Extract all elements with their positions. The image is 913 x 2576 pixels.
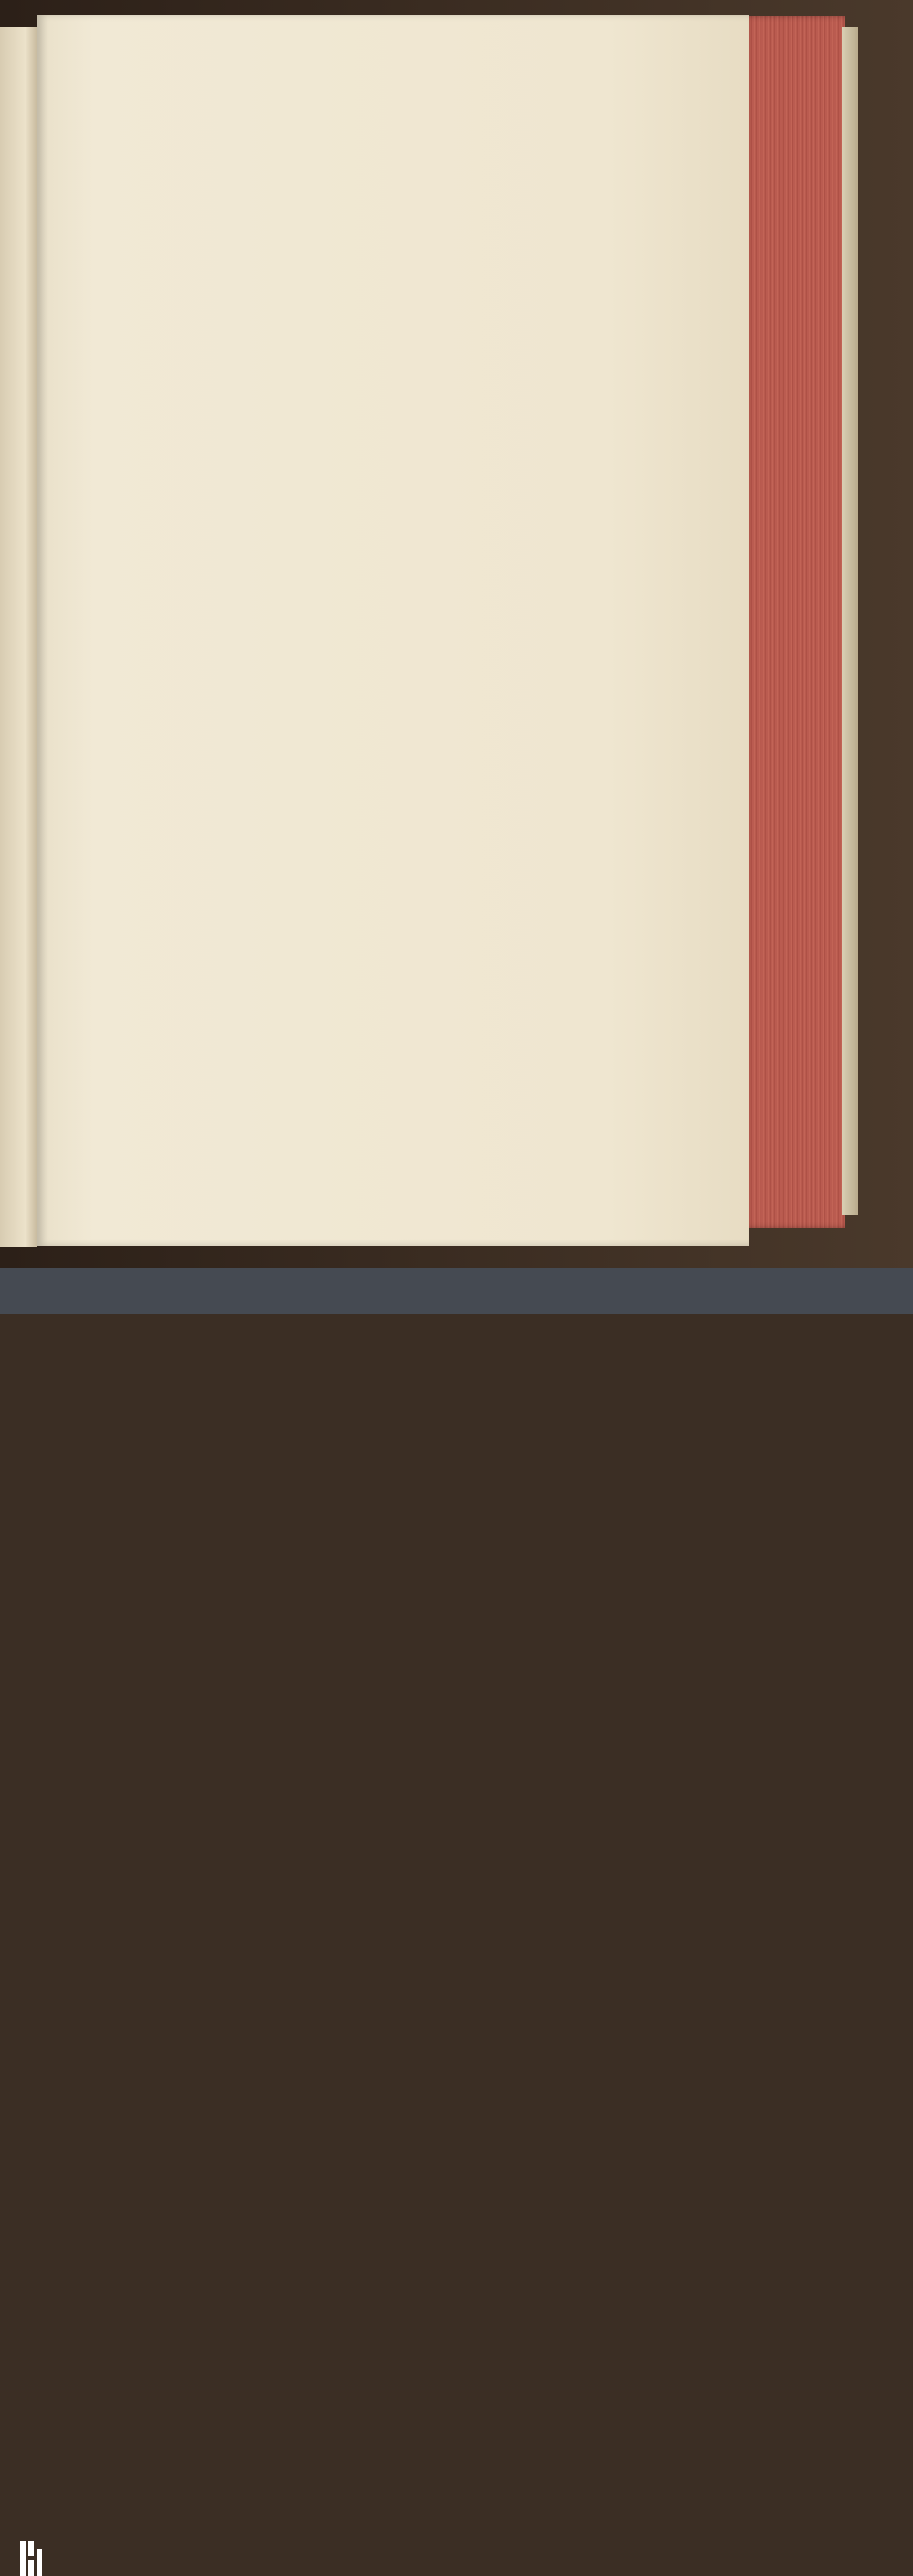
library-footer (0, 1268, 913, 1314)
book-scan (0, 0, 913, 1268)
library-logo-icon (20, 2541, 42, 2576)
book-cover-edge (842, 27, 858, 1215)
book-page-edges (744, 16, 845, 1228)
book-page (37, 15, 749, 1246)
left-facing-page (0, 27, 37, 1247)
